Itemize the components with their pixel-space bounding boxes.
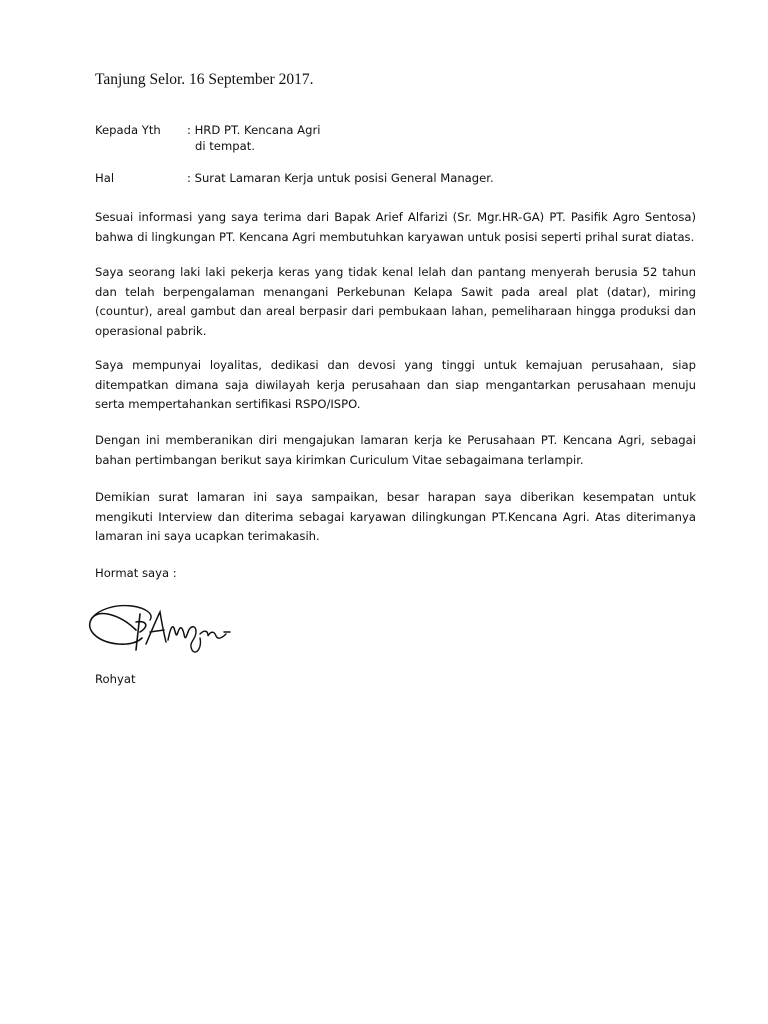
signer-name: Rohyat	[95, 672, 136, 686]
paragraph-5: Demikian surat lamaran ini saya sampaikan, besar harapan saya diberikan kesempatan untuk mengikuti Interview dan diterima sebagai karyawan dilingkungan PT.Kencana Agri. Atas diterimanya lamaran ini saya ucapkan terimakasih.	[95, 490, 696, 543]
date-line: Tanjung Selor. 16 September 2017.	[95, 71, 314, 88]
paragraph-1: Sesuai informasi yang saya terima dari Bapak Arief Alfarizi (Sr. Mgr.HR-GA) PT. Pasifik Agro Sentosa) bahwa di lingkungan PT. Kencana Agri membutuhkan karyawan untuk posisi seperti prihal surat diatas.	[95, 210, 696, 244]
subject-label: Hal	[95, 171, 115, 185]
signature-icon	[84, 590, 234, 670]
recipient-place: di tempat.	[195, 139, 255, 153]
recipient-label: Kepada Yth	[95, 123, 161, 137]
recipient-name: : HRD PT. Kencana Agri	[187, 123, 321, 137]
paragraph-4: Dengan ini memberanikan diri mengajukan lamaran kerja ke Perusahaan PT. Kencana Agri, sebagai bahan pertimbangan berikut saya kirimkan Curiculum Vitae sebagaimana terlampir.	[95, 433, 696, 467]
paragraph-2: Saya seorang laki laki pekerja keras yang tidak kenal lelah dan pantang menyerah berusia 52 tahun dan telah berpengalaman menangani Perkebunan Kelapa Sawit pada areal plat (datar), miring (countur), areal gambut dan areal berpasir dari pembukaan lahan, pemeliharaan hingga produksi dan operasional pabrik.	[95, 265, 696, 338]
closing-salutation: Hormat saya :	[95, 566, 177, 580]
subject-row	[95, 169, 494, 189]
subject-value: : Surat Lamaran Kerja untuk posisi General Manager.	[187, 171, 494, 185]
paragraph-3: Saya mempunyai loyalitas, dedikasi dan devosi yang tinggi untuk kemajuan perusahaan, siap ditempatkan dimana saja diwilayah kerja perusahaan dan siap mengantarkan perusahaan menuju serta mempertahankan sertifikasi RSPO/ISPO.	[95, 358, 696, 411]
